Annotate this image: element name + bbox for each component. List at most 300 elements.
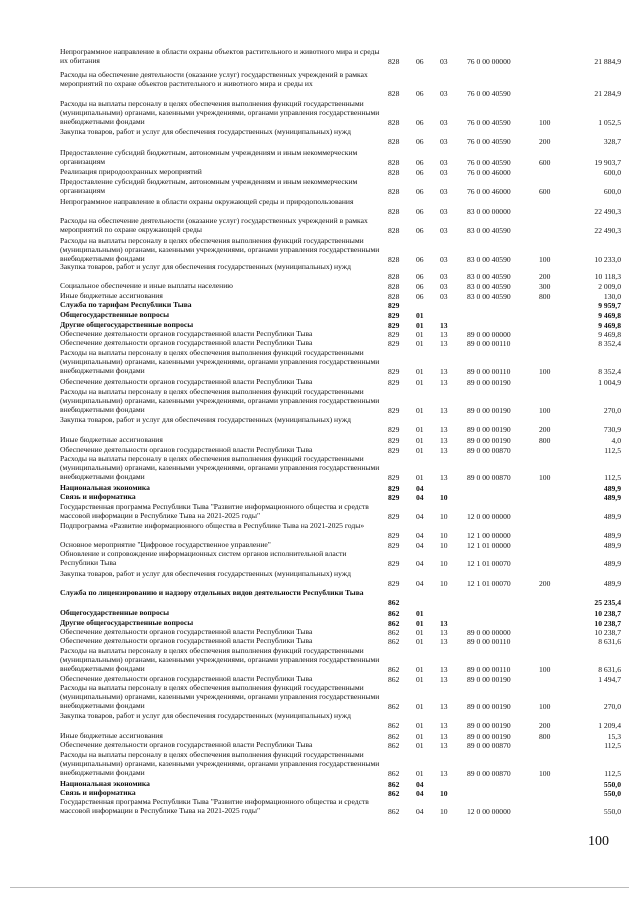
row-ministry-code: 862 bbox=[388, 637, 400, 646]
row-name: Расходы на выплаты персоналу в целях обеспечения выполнения функций государственными (муниципальными) органами, казенными учреждениями, органами управления государственными внебюджетными фондами bbox=[60, 750, 380, 777]
row-amount: 600,0 bbox=[603, 168, 621, 177]
row-subsection-code: 10 bbox=[440, 493, 448, 502]
row-target-article: 89 0 00 00110 bbox=[467, 339, 511, 348]
table-row bbox=[0, 549, 639, 568]
row-ministry-code: 828 bbox=[388, 137, 400, 146]
row-section-code: 06 bbox=[416, 282, 424, 291]
row-expense-type: 100 bbox=[539, 665, 551, 674]
row-section-code: 01 bbox=[416, 367, 424, 376]
row-ministry-code: 829 bbox=[388, 512, 400, 521]
row-target-article: 89 0 00 00110 bbox=[467, 665, 511, 674]
row-target-article: 89 0 00 00190 bbox=[467, 732, 511, 741]
row-ministry-code: 829 bbox=[388, 493, 400, 502]
row-target-article: 89 0 00 00190 bbox=[467, 436, 511, 445]
table-row bbox=[0, 262, 639, 281]
row-ministry-code: 829 bbox=[388, 321, 400, 330]
row-target-article: 89 0 00 00190 bbox=[467, 721, 511, 730]
row-subsection-code: 03 bbox=[440, 255, 448, 264]
row-target-article: 89 0 00 00870 bbox=[467, 473, 511, 482]
row-name: Обеспечение деятельности органов государственной власти Республики Тыва bbox=[60, 445, 313, 454]
row-section-code: 01 bbox=[416, 436, 424, 445]
row-subsection-code: 13 bbox=[440, 473, 448, 482]
row-subsection-code: 10 bbox=[440, 531, 448, 540]
row-ministry-code: 828 bbox=[388, 57, 400, 66]
row-expense-type: 100 bbox=[539, 702, 551, 711]
row-subsection-code: 13 bbox=[440, 339, 448, 348]
row-target-article: 76 0 00 40590 bbox=[467, 89, 511, 98]
row-ministry-code: 828 bbox=[388, 207, 400, 216]
row-amount: 1 052,5 bbox=[598, 118, 621, 127]
row-amount: 112,5 bbox=[604, 446, 621, 455]
row-subsection-code: 10 bbox=[440, 789, 448, 798]
row-subsection-code: 13 bbox=[440, 702, 448, 711]
row-amount: 10 233,0 bbox=[594, 255, 621, 264]
row-ministry-code: 829 bbox=[388, 446, 400, 455]
row-subsection-code: 13 bbox=[440, 619, 448, 628]
row-name: Расходы на выплаты персоналу в целях обеспечения выполнения функций государственными (муниципальными) органами, казенными учреждениями, органами управления государственными внебюджетными фондами bbox=[60, 454, 380, 481]
row-section-code: 06 bbox=[416, 118, 424, 127]
table-row bbox=[0, 127, 639, 146]
row-subsection-code: 10 bbox=[440, 807, 448, 816]
row-subsection-code: 13 bbox=[440, 769, 448, 778]
row-section-code: 01 bbox=[416, 721, 424, 730]
row-name: Закупка товаров, работ и услуг для обеспечения государственных (муниципальных) нужд bbox=[60, 262, 351, 271]
row-ministry-code: 828 bbox=[388, 255, 400, 264]
row-section-code: 01 bbox=[416, 702, 424, 711]
table-row bbox=[0, 338, 639, 348]
row-target-article: 89 0 00 00870 bbox=[467, 446, 511, 455]
row-name: Обеспечение деятельности органов государственной власти Республики Тыва bbox=[60, 674, 313, 683]
row-amount: 2 009,0 bbox=[598, 282, 621, 291]
row-target-article: 12 1 01 00070 bbox=[467, 579, 511, 588]
table-row bbox=[0, 454, 639, 482]
row-section-code: 06 bbox=[416, 226, 424, 235]
table-row bbox=[0, 70, 639, 98]
row-subsection-code: 03 bbox=[440, 137, 448, 146]
row-name: Служба по тарифам Республики Тыва bbox=[60, 300, 192, 309]
row-subsection-code: 13 bbox=[440, 378, 448, 387]
table-row bbox=[0, 435, 639, 445]
row-ministry-code: 829 bbox=[388, 425, 400, 434]
row-subsection-code: 10 bbox=[440, 512, 448, 521]
row-ministry-code: 828 bbox=[388, 168, 400, 177]
row-ministry-code: 829 bbox=[388, 367, 400, 376]
table-row bbox=[0, 281, 639, 291]
row-name: Основное мероприятие "Цифровое государственное управление" bbox=[60, 540, 271, 549]
row-target-article: 76 0 00 40590 bbox=[467, 118, 511, 127]
row-name: Другие общегосударственные вопросы bbox=[60, 618, 194, 627]
row-amount: 10 238,7 bbox=[594, 619, 621, 628]
row-ministry-code: 862 bbox=[388, 807, 400, 816]
row-ministry-code: 862 bbox=[388, 789, 400, 798]
table-row bbox=[0, 300, 639, 310]
row-subsection-code: 13 bbox=[440, 732, 448, 741]
row-amount: 270,0 bbox=[603, 406, 621, 415]
row-section-code: 01 bbox=[416, 406, 424, 415]
row-section-code: 04 bbox=[416, 807, 424, 816]
table-row bbox=[0, 502, 639, 521]
row-target-article: 89 0 00 00110 bbox=[467, 637, 511, 646]
row-amount: 8 352,4 bbox=[598, 339, 621, 348]
row-name: Расходы на выплаты персоналу в целях обеспечения выполнения функций государственными (муниципальными) органами, казенными учреждениями, органами управления государственными внебюджетными фондами bbox=[60, 387, 380, 414]
row-expense-type: 200 bbox=[539, 579, 551, 588]
row-name: Другие общегосударственные вопросы bbox=[60, 320, 194, 329]
row-name: Служба по лицензированию и надзору отдельных видов деятельности Республики Тыва bbox=[60, 588, 364, 597]
row-name: Общегосударственные вопросы bbox=[60, 310, 170, 319]
bottom-rule bbox=[10, 887, 629, 888]
row-amount: 730,9 bbox=[603, 425, 621, 434]
row-name: Обеспечение деятельности органов государственной власти Республики Тыва bbox=[60, 740, 313, 749]
table-row bbox=[0, 569, 639, 588]
row-target-article: 12 1 01 00070 bbox=[467, 559, 511, 568]
row-name: Расходы на выплаты персоналу в целях обеспечения выполнения функций государственными (муниципальными) органами, казенными учреждениями, органами управления государственными внебюджетными фондами bbox=[60, 348, 380, 375]
row-name: Реализация природоохранных мероприятий bbox=[60, 167, 202, 176]
row-name: Расходы на выплаты персоналу в целях обеспечения выполнения функций государственными (муниципальными) органами, казенными учреждениями, органами управления государственными внебюджетными фондами bbox=[60, 683, 380, 710]
row-ministry-code: 829 bbox=[388, 339, 400, 348]
row-subsection-code: 13 bbox=[440, 675, 448, 684]
row-amount: 550,0 bbox=[603, 780, 621, 789]
row-amount: 328,7 bbox=[603, 137, 621, 146]
row-amount: 21 884,9 bbox=[594, 57, 621, 66]
row-section-code: 01 bbox=[416, 619, 424, 628]
row-subsection-code: 03 bbox=[440, 118, 448, 127]
row-amount: 10 238,7 bbox=[594, 609, 621, 618]
row-subsection-code: 03 bbox=[440, 282, 448, 291]
row-name: Государственная программа Республики Тыва "Развитие информационного общества и средств массовой информации в Республике Тыва на 2021-2025 годы" bbox=[60, 502, 369, 520]
row-amount: 1 004,9 bbox=[598, 378, 621, 387]
row-target-article: 12 1 01 00000 bbox=[467, 541, 511, 550]
row-section-code: 01 bbox=[416, 339, 424, 348]
row-amount: 22 490,3 bbox=[594, 207, 621, 216]
row-target-article: 83 0 00 40590 bbox=[467, 282, 511, 291]
row-target-article: 89 0 00 00870 bbox=[467, 769, 511, 778]
row-ministry-code: 862 bbox=[388, 721, 400, 730]
table-row bbox=[0, 740, 639, 750]
row-amount: 489,9 bbox=[603, 531, 621, 540]
row-section-code: 04 bbox=[416, 531, 424, 540]
row-section-code: 04 bbox=[416, 484, 424, 493]
row-section-code: 04 bbox=[416, 512, 424, 521]
row-section-code: 01 bbox=[416, 446, 424, 455]
row-amount: 489,9 bbox=[603, 484, 621, 493]
row-section-code: 01 bbox=[416, 732, 424, 741]
row-name: Социальное обеспечение и иные выплаты населению bbox=[60, 281, 233, 290]
row-target-article: 76 0 00 40590 bbox=[467, 158, 511, 167]
row-ministry-code: 862 bbox=[388, 619, 400, 628]
row-ministry-code: 828 bbox=[388, 226, 400, 235]
row-name: Закупка товаров, работ и услуг для обеспечения государственных (муниципальных) нужд bbox=[60, 569, 351, 578]
row-target-article: 89 0 00 00110 bbox=[467, 367, 511, 376]
row-amount: 600,0 bbox=[603, 187, 621, 196]
row-amount: 489,9 bbox=[603, 493, 621, 502]
row-target-article: 83 0 00 40590 bbox=[467, 226, 511, 235]
row-ministry-code: 829 bbox=[388, 541, 400, 550]
row-ministry-code: 862 bbox=[388, 769, 400, 778]
row-amount: 22 490,3 bbox=[594, 226, 621, 235]
row-name: Закупка товаров, работ и услуг для обеспечения государственных (муниципальных) нужд bbox=[60, 127, 351, 136]
row-section-code: 01 bbox=[416, 425, 424, 434]
row-ministry-code: 829 bbox=[388, 559, 400, 568]
row-target-article: 89 0 00 00190 bbox=[467, 675, 511, 684]
row-subsection-code: 10 bbox=[440, 579, 448, 588]
row-section-code: 06 bbox=[416, 255, 424, 264]
row-subsection-code: 13 bbox=[440, 665, 448, 674]
row-name: Иные бюджетные ассигнования bbox=[60, 291, 163, 300]
row-ministry-code: 828 bbox=[388, 187, 400, 196]
row-section-code: 06 bbox=[416, 292, 424, 301]
row-section-code: 01 bbox=[416, 378, 424, 387]
row-name: Непрограммное направление в области охраны окружающей среды и природопользования bbox=[60, 197, 354, 206]
row-subsection-code: 13 bbox=[440, 637, 448, 646]
row-ministry-code: 828 bbox=[388, 292, 400, 301]
row-expense-type: 100 bbox=[539, 367, 551, 376]
table-row bbox=[0, 377, 639, 387]
table-row bbox=[0, 177, 639, 196]
row-name: Расходы на обеспечение деятельности (оказание услуг) государственных учреждений в рамках мероприятий по охране окружающей среды bbox=[60, 216, 368, 234]
row-section-code: 01 bbox=[416, 675, 424, 684]
row-name: Расходы на выплаты персоналу в целях обеспечения выполнения функций государственными (муниципальными) органами, казенными учреждениями, органами управления государственными внебюджетными фондами bbox=[60, 646, 380, 673]
row-section-code: 01 bbox=[416, 473, 424, 482]
table-row bbox=[0, 348, 639, 376]
row-target-article: 89 0 00 00190 bbox=[467, 406, 511, 415]
row-name: Иные бюджетные ассигнования bbox=[60, 435, 163, 444]
row-subsection-code: 13 bbox=[440, 367, 448, 376]
table-row bbox=[0, 683, 639, 711]
row-amount: 112,5 bbox=[604, 741, 621, 750]
row-name: Обеспечение деятельности органов государственной власти Республики Тыва bbox=[60, 338, 313, 347]
page-number: 100 bbox=[588, 834, 609, 849]
row-section-code: 06 bbox=[416, 272, 424, 281]
row-section-code: 01 bbox=[416, 321, 424, 330]
row-amount: 489,9 bbox=[603, 512, 621, 521]
row-amount: 1 494,7 bbox=[598, 675, 621, 684]
row-name: Иные бюджетные ассигнования bbox=[60, 731, 163, 740]
row-expense-type: 100 bbox=[539, 406, 551, 415]
row-name: Расходы на выплаты персоналу в целях обеспечения выполнения функций государственными (муниципальными) органами, казенными учреждениями, органами управления государственными внебюджетными фондами bbox=[60, 236, 380, 263]
table-row bbox=[0, 588, 639, 607]
row-expense-type: 300 bbox=[539, 282, 551, 291]
row-ministry-code: 829 bbox=[388, 378, 400, 387]
row-ministry-code: 828 bbox=[388, 118, 400, 127]
row-ministry-code: 862 bbox=[388, 609, 400, 618]
row-amount: 550,0 bbox=[603, 789, 621, 798]
row-subsection-code: 03 bbox=[440, 187, 448, 196]
row-section-code: 01 bbox=[416, 330, 424, 339]
table-row bbox=[0, 711, 639, 730]
table-row bbox=[0, 492, 639, 502]
row-ministry-code: 828 bbox=[388, 282, 400, 291]
row-subsection-code: 10 bbox=[440, 559, 448, 568]
row-subsection-code: 13 bbox=[440, 406, 448, 415]
table-row bbox=[0, 148, 639, 167]
table-row bbox=[0, 387, 639, 415]
row-section-code: 06 bbox=[416, 158, 424, 167]
row-ministry-code: 828 bbox=[388, 158, 400, 167]
row-section-code: 01 bbox=[416, 609, 424, 618]
row-target-article: 76 0 00 46000 bbox=[467, 168, 511, 177]
row-section-code: 01 bbox=[416, 637, 424, 646]
row-target-article: 83 0 00 40590 bbox=[467, 292, 511, 301]
row-target-article: 12 0 00 00000 bbox=[467, 807, 511, 816]
row-target-article: 12 1 00 00000 bbox=[467, 531, 511, 540]
row-ministry-code: 862 bbox=[388, 598, 400, 607]
table-row bbox=[0, 415, 639, 434]
row-section-code: 06 bbox=[416, 57, 424, 66]
row-name: Непрограммное направление в области охраны объектов растительного и животного мира и среды их обитания bbox=[60, 47, 380, 65]
row-subsection-code: 03 bbox=[440, 272, 448, 281]
row-amount: 9 469,8 bbox=[598, 321, 621, 330]
row-expense-type: 200 bbox=[539, 137, 551, 146]
row-name: Подпрограмма «Развитие информационного общества в Республике Тыва на 2021-2025 годы» bbox=[60, 521, 365, 530]
row-ministry-code: 829 bbox=[388, 436, 400, 445]
row-amount: 15,3 bbox=[607, 732, 621, 741]
row-ministry-code: 829 bbox=[388, 579, 400, 588]
table-row bbox=[0, 47, 639, 66]
row-subsection-code: 03 bbox=[440, 57, 448, 66]
row-ministry-code: 829 bbox=[388, 406, 400, 415]
row-section-code: 01 bbox=[416, 665, 424, 674]
row-target-article: 83 0 00 40590 bbox=[467, 255, 511, 264]
table-row bbox=[0, 636, 639, 646]
row-expense-type: 600 bbox=[539, 187, 551, 196]
row-name: Связь и информатика bbox=[60, 492, 136, 501]
row-section-code: 04 bbox=[416, 541, 424, 550]
row-amount: 10 118,3 bbox=[594, 272, 621, 281]
row-target-article: 89 0 00 00190 bbox=[467, 378, 511, 387]
row-amount: 21 284,9 bbox=[594, 89, 621, 98]
row-ministry-code: 829 bbox=[388, 531, 400, 540]
row-amount: 489,9 bbox=[603, 579, 621, 588]
row-amount: 550,0 bbox=[603, 807, 621, 816]
row-subsection-code: 03 bbox=[440, 207, 448, 216]
row-target-article: 89 0 00 00000 bbox=[467, 628, 511, 637]
row-amount: 10 238,7 bbox=[594, 628, 621, 637]
row-name: Расходы на обеспечение деятельности (оказание услуг) государственных учреждений в рамках мероприятий по охране объектов растительного и животного мира и среды их bbox=[60, 70, 368, 88]
table-row bbox=[0, 216, 639, 235]
row-section-code: 01 bbox=[416, 741, 424, 750]
row-expense-type: 200 bbox=[539, 425, 551, 434]
row-name: Предоставление субсидий бюджетным, автономным учреждениям и иным некоммерческим организациям bbox=[60, 177, 358, 195]
row-target-article: 89 0 00 00000 bbox=[467, 330, 511, 339]
row-expense-type: 100 bbox=[539, 473, 551, 482]
row-ministry-code: 862 bbox=[388, 702, 400, 711]
row-name: Национальная экономика bbox=[60, 779, 150, 788]
table-row bbox=[0, 310, 639, 320]
row-amount: 9 469,8 bbox=[598, 311, 621, 320]
row-ministry-code: 829 bbox=[388, 484, 400, 493]
row-section-code: 01 bbox=[416, 311, 424, 320]
row-expense-type: 800 bbox=[539, 732, 551, 741]
row-expense-type: 100 bbox=[539, 255, 551, 264]
row-section-code: 06 bbox=[416, 187, 424, 196]
table-row bbox=[0, 197, 639, 216]
row-target-article: 76 0 00 00000 bbox=[467, 57, 511, 66]
row-ministry-code: 829 bbox=[388, 311, 400, 320]
row-amount: 489,9 bbox=[603, 541, 621, 550]
row-subsection-code: 03 bbox=[440, 89, 448, 98]
row-target-article: 89 0 00 00190 bbox=[467, 702, 511, 711]
row-ministry-code: 828 bbox=[388, 272, 400, 281]
row-target-article: 83 0 00 00000 bbox=[467, 207, 511, 216]
row-subsection-code: 13 bbox=[440, 425, 448, 434]
row-amount: 8 352,4 bbox=[598, 367, 621, 376]
row-name: Общегосударственные вопросы bbox=[60, 608, 170, 617]
row-name: Обеспечение деятельности органов государственной власти Республики Тыва bbox=[60, 329, 313, 338]
row-amount: 489,9 bbox=[603, 559, 621, 568]
row-subsection-code: 13 bbox=[440, 321, 448, 330]
row-section-code: 04 bbox=[416, 789, 424, 798]
row-amount: 112,5 bbox=[604, 769, 621, 778]
row-name: Предоставление субсидий бюджетным, автономным учреждениям и иным некоммерческим организациям bbox=[60, 148, 358, 166]
row-amount: 130,0 bbox=[603, 292, 621, 301]
row-amount: 8 631,6 bbox=[598, 665, 621, 674]
row-amount: 112,5 bbox=[604, 473, 621, 482]
row-amount: 25 235,4 bbox=[594, 598, 621, 607]
row-subsection-code: 03 bbox=[440, 226, 448, 235]
row-section-code: 04 bbox=[416, 780, 424, 789]
table-row bbox=[0, 167, 639, 177]
row-amount: 8 631,6 bbox=[598, 637, 621, 646]
table-row bbox=[0, 646, 639, 674]
row-ministry-code: 829 bbox=[388, 473, 400, 482]
table-row bbox=[0, 521, 639, 540]
row-amount: 19 903,7 bbox=[594, 158, 621, 167]
row-subsection-code: 13 bbox=[440, 721, 448, 730]
row-amount: 4,0 bbox=[611, 436, 621, 445]
row-expense-type: 200 bbox=[539, 272, 551, 281]
row-expense-type: 200 bbox=[539, 721, 551, 730]
row-name: Закупка товаров, работ и услуг для обеспечения государственных (муниципальных) нужд bbox=[60, 415, 351, 424]
table-row bbox=[0, 750, 639, 778]
row-name: Обеспечение деятельности органов государственной власти Республики Тыва bbox=[60, 377, 313, 386]
row-subsection-code: 03 bbox=[440, 158, 448, 167]
row-ministry-code: 862 bbox=[388, 741, 400, 750]
row-name: Обеспечение деятельности органов государственной власти Республики Тыва bbox=[60, 627, 313, 636]
row-expense-type: 100 bbox=[539, 118, 551, 127]
row-expense-type: 100 bbox=[539, 769, 551, 778]
row-ministry-code: 862 bbox=[388, 732, 400, 741]
row-expense-type: 800 bbox=[539, 436, 551, 445]
row-section-code: 06 bbox=[416, 137, 424, 146]
row-section-code: 01 bbox=[416, 769, 424, 778]
row-ministry-code: 828 bbox=[388, 89, 400, 98]
row-name: Расходы на выплаты персоналу в целях обеспечения выполнения функций государственными (муниципальными) органами, казенными учреждениями, органами управления государственными внебюджетными фондами bbox=[60, 99, 380, 126]
row-subsection-code: 13 bbox=[440, 446, 448, 455]
row-expense-type: 800 bbox=[539, 292, 551, 301]
row-name: Обновление и сопровождение информационных систем органов исполнительной власти Республики Тыва bbox=[60, 549, 347, 567]
row-amount: 9 469,8 bbox=[598, 330, 621, 339]
row-ministry-code: 862 bbox=[388, 675, 400, 684]
row-ministry-code: 862 bbox=[388, 628, 400, 637]
row-ministry-code: 862 bbox=[388, 665, 400, 674]
row-section-code: 01 bbox=[416, 628, 424, 637]
row-ministry-code: 862 bbox=[388, 780, 400, 789]
row-name: Государственная программа Республики Тыва "Развитие информационного общества и средств массовой информации в Республике Тыва на 2021-2025 годы" bbox=[60, 797, 369, 815]
row-subsection-code: 03 bbox=[440, 292, 448, 301]
row-target-article: 12 0 00 00000 bbox=[467, 512, 511, 521]
row-target-article: 76 0 00 40590 bbox=[467, 137, 511, 146]
row-target-article: 89 0 00 00870 bbox=[467, 741, 511, 750]
table-row bbox=[0, 797, 639, 816]
row-section-code: 06 bbox=[416, 207, 424, 216]
row-expense-type: 600 bbox=[539, 158, 551, 167]
row-section-code: 04 bbox=[416, 559, 424, 568]
table-row bbox=[0, 608, 639, 618]
table-row bbox=[0, 236, 639, 264]
row-name: Национальная экономика bbox=[60, 483, 150, 492]
row-section-code: 04 bbox=[416, 579, 424, 588]
row-target-article: 89 0 00 00190 bbox=[467, 425, 511, 434]
